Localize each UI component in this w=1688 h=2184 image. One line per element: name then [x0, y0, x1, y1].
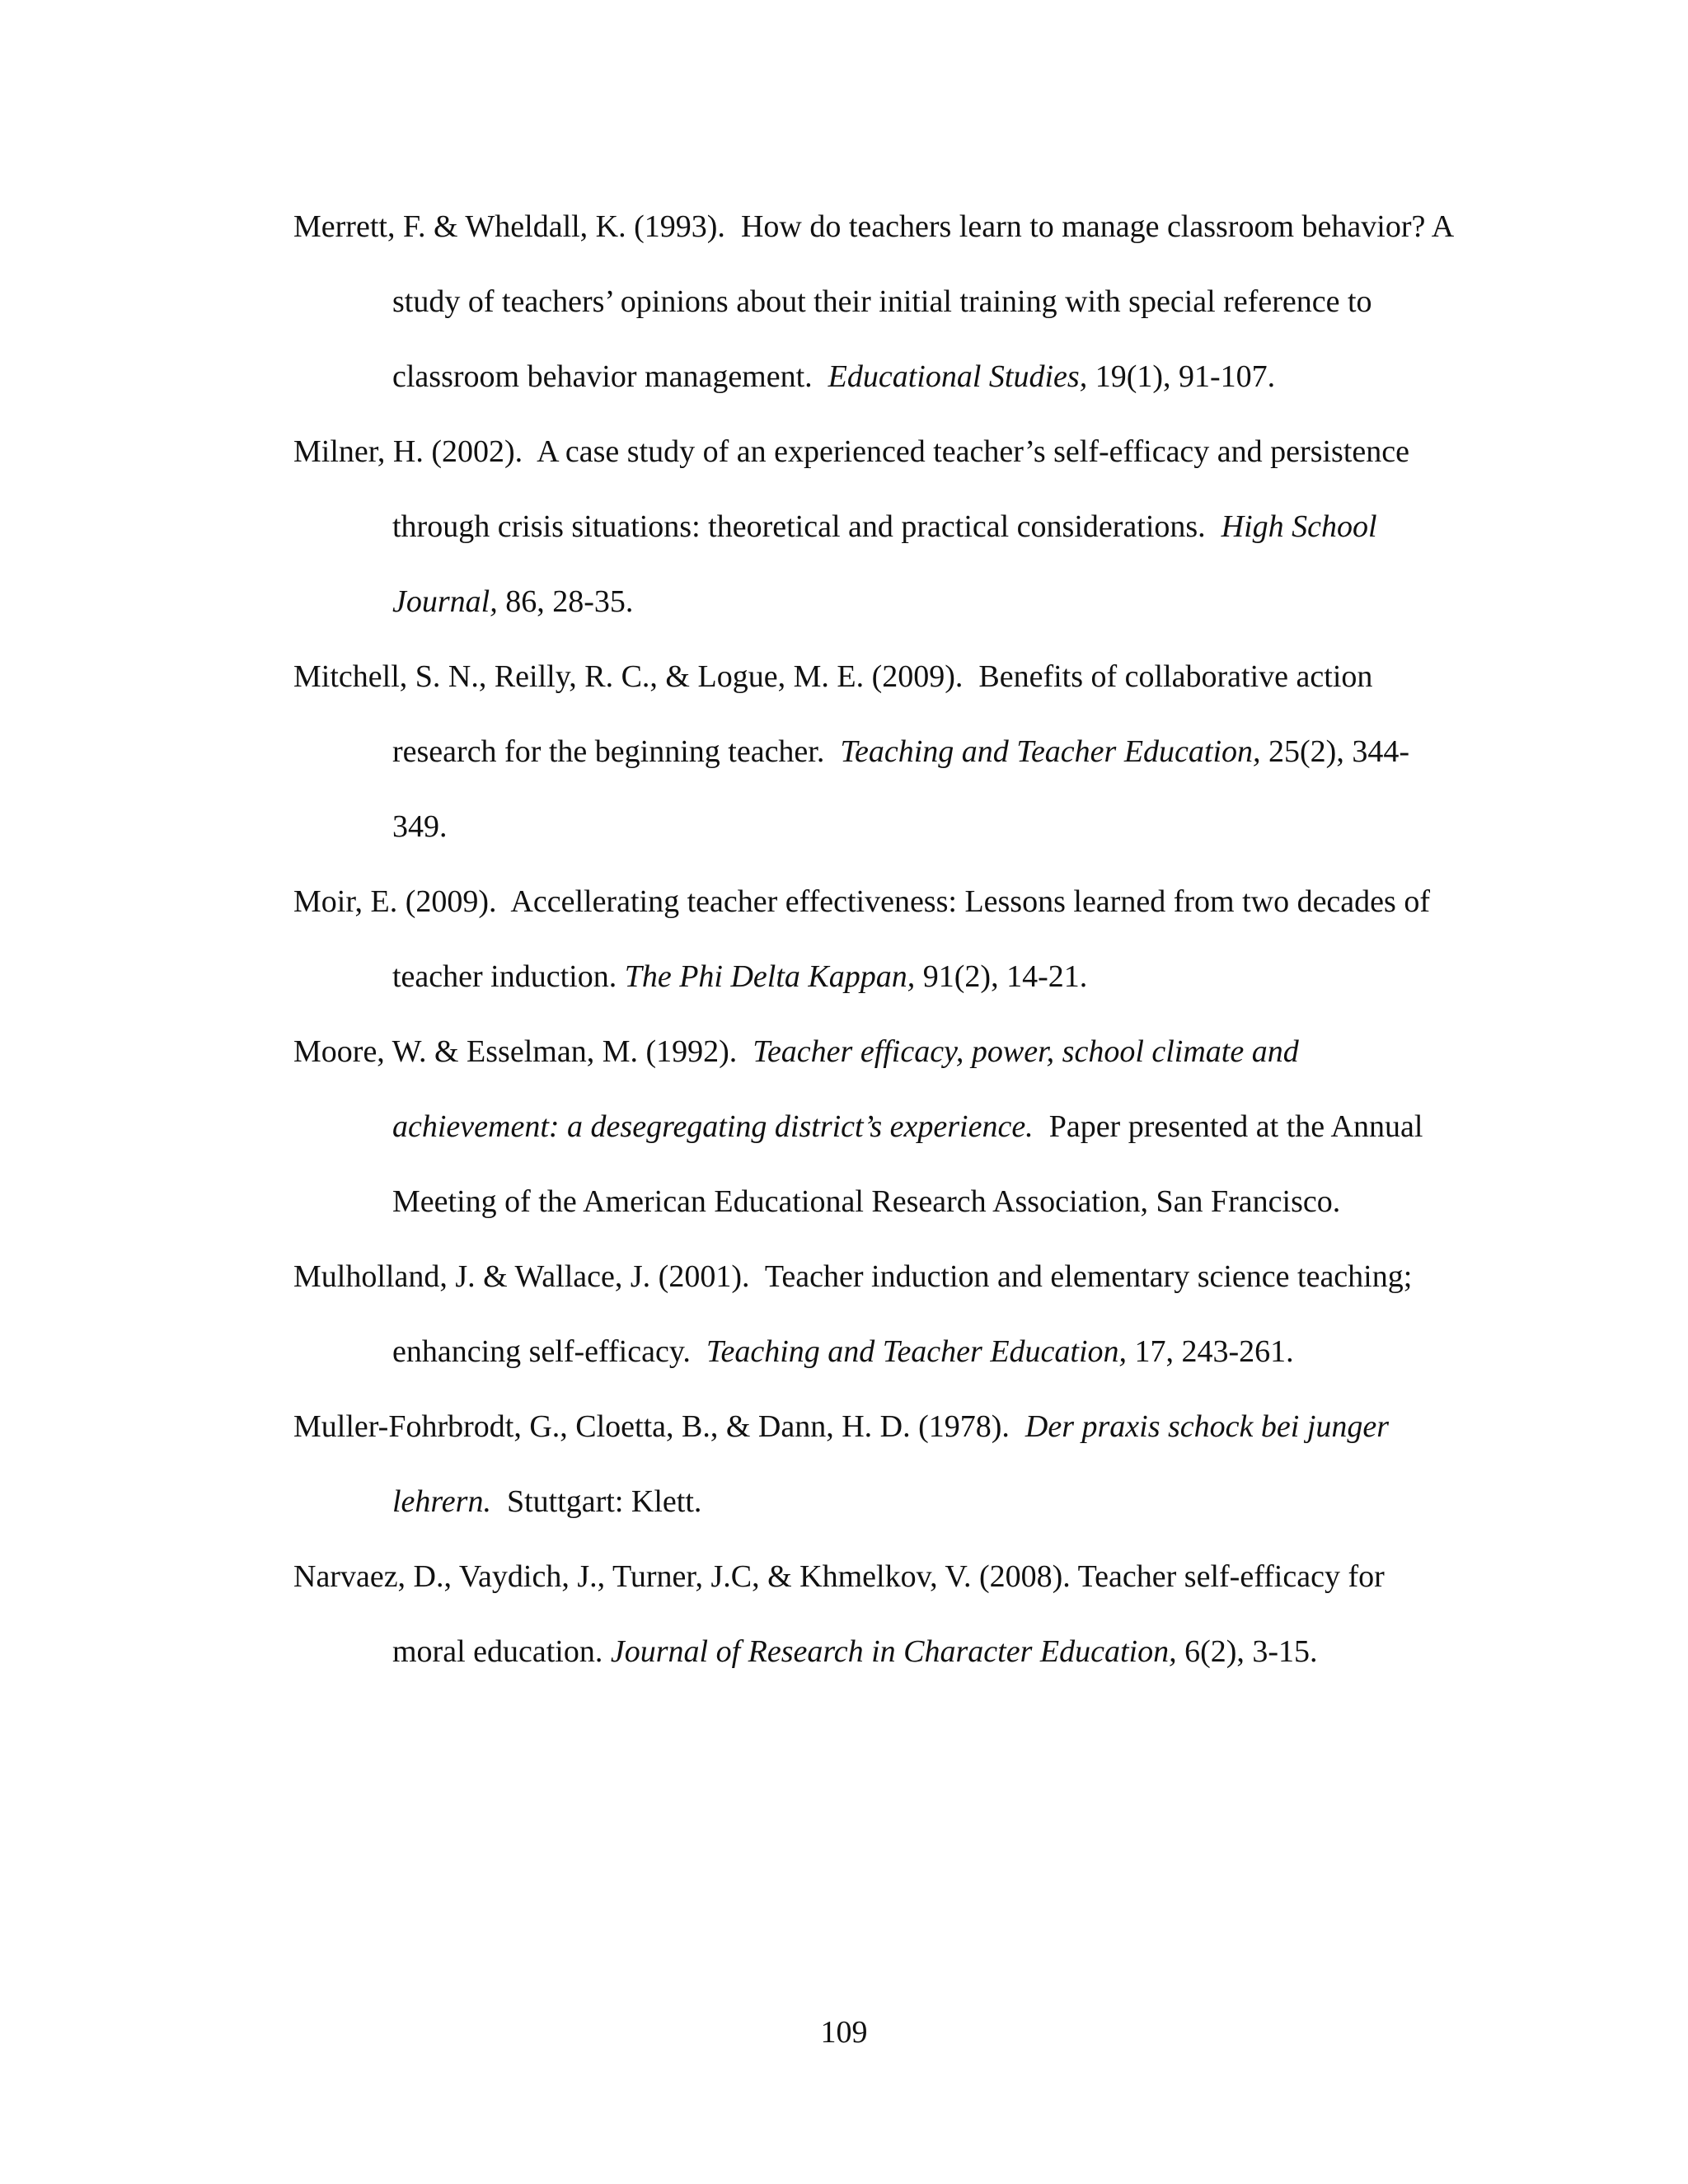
reference-source: Teaching and Teacher Education, [706, 1334, 1128, 1369]
reference-authors: Muller-Fohrbrodt, G., Cloetta, B., & Dann, H. D. (1978). [293, 1409, 1010, 1444]
reference-entry [293, 1240, 1464, 1390]
reference-details: 86, 28-35. [505, 584, 634, 619]
reference-entry [293, 1540, 1464, 1690]
reference-details: 17, 243-261. [1134, 1334, 1294, 1369]
reference-details: 19(1), 91-107. [1095, 359, 1276, 394]
reference-details: 25(2), 344-349. [392, 734, 1409, 844]
reference-source: Journal of Research in Character Education, [610, 1634, 1177, 1669]
page-number: 109 [820, 2015, 868, 2050]
reference-details: Paper presented at the Annual Meeting of the American Educational Research Association, San Francisco. [392, 1109, 1423, 1219]
reference-details: Stuttgart: Klett. [506, 1484, 702, 1519]
reference-details: 6(2), 3-15. [1184, 1634, 1318, 1669]
reference-entry [293, 1390, 1464, 1540]
reference-authors: Narvaez, D., Vaydich, J., Turner, J.C, & Khmelkov, V. (2008). [293, 1559, 1071, 1594]
reference-title: Benefits of collaborative action research for the beginning teacher. [392, 659, 1373, 769]
page-content [293, 190, 1464, 1690]
reference-title: Teacher induction and elementary science teaching; enhancing self-efficacy. [392, 1259, 1413, 1369]
reference-entry [293, 865, 1464, 1015]
reference-authors: Mitchell, S. N., Reilly, R. C., & Logue, M. E. (2009). [293, 659, 964, 694]
reference-title: Accellerating teacher effectiveness: Lessons learned from two decades of teacher induction. [392, 884, 1430, 994]
reference-details: 91(2), 14-21. [922, 959, 1088, 994]
reference-title: Teacher efficacy, power, school climate and achievement: a desegregating district’s experience. [392, 1034, 1299, 1144]
reference-source: High School Journal, [392, 509, 1377, 619]
reference-list [293, 190, 1464, 1690]
reference-source: Teaching and Teacher Education, [840, 734, 1261, 769]
reference-entry [293, 190, 1464, 415]
reference-title: Der praxis schock bei junger lehrern. [392, 1409, 1390, 1519]
reference-entry [293, 1015, 1464, 1240]
reference-source: Educational Studies, [828, 359, 1088, 394]
reference-title: A case study of an experienced teacher’s self-efficacy and persistence through crisis situations: theoretical and practical considerations. [392, 434, 1409, 544]
reference-source: The Phi Delta Kappan, [624, 959, 916, 994]
reference-entry [293, 640, 1464, 865]
reference-authors: Mulholland, J. & Wallace, J. (2001). [293, 1259, 750, 1294]
reference-authors: Moore, W. & Esselman, M. (1992). [293, 1034, 738, 1069]
reference-title: How do teachers learn to manage classroom behavior? A study of teachers’ opinions about their initial training with special reference to classroom behavior management. [392, 209, 1453, 394]
reference-authors: Merrett, F. & Wheldall, K. (1993). [293, 209, 725, 244]
reference-entry [293, 415, 1464, 640]
reference-authors: Milner, H. (2002). [293, 434, 523, 469]
reference-title: Teacher self-efficacy for moral education. [392, 1559, 1385, 1669]
reference-authors: Moir, E. (2009). [293, 884, 497, 919]
